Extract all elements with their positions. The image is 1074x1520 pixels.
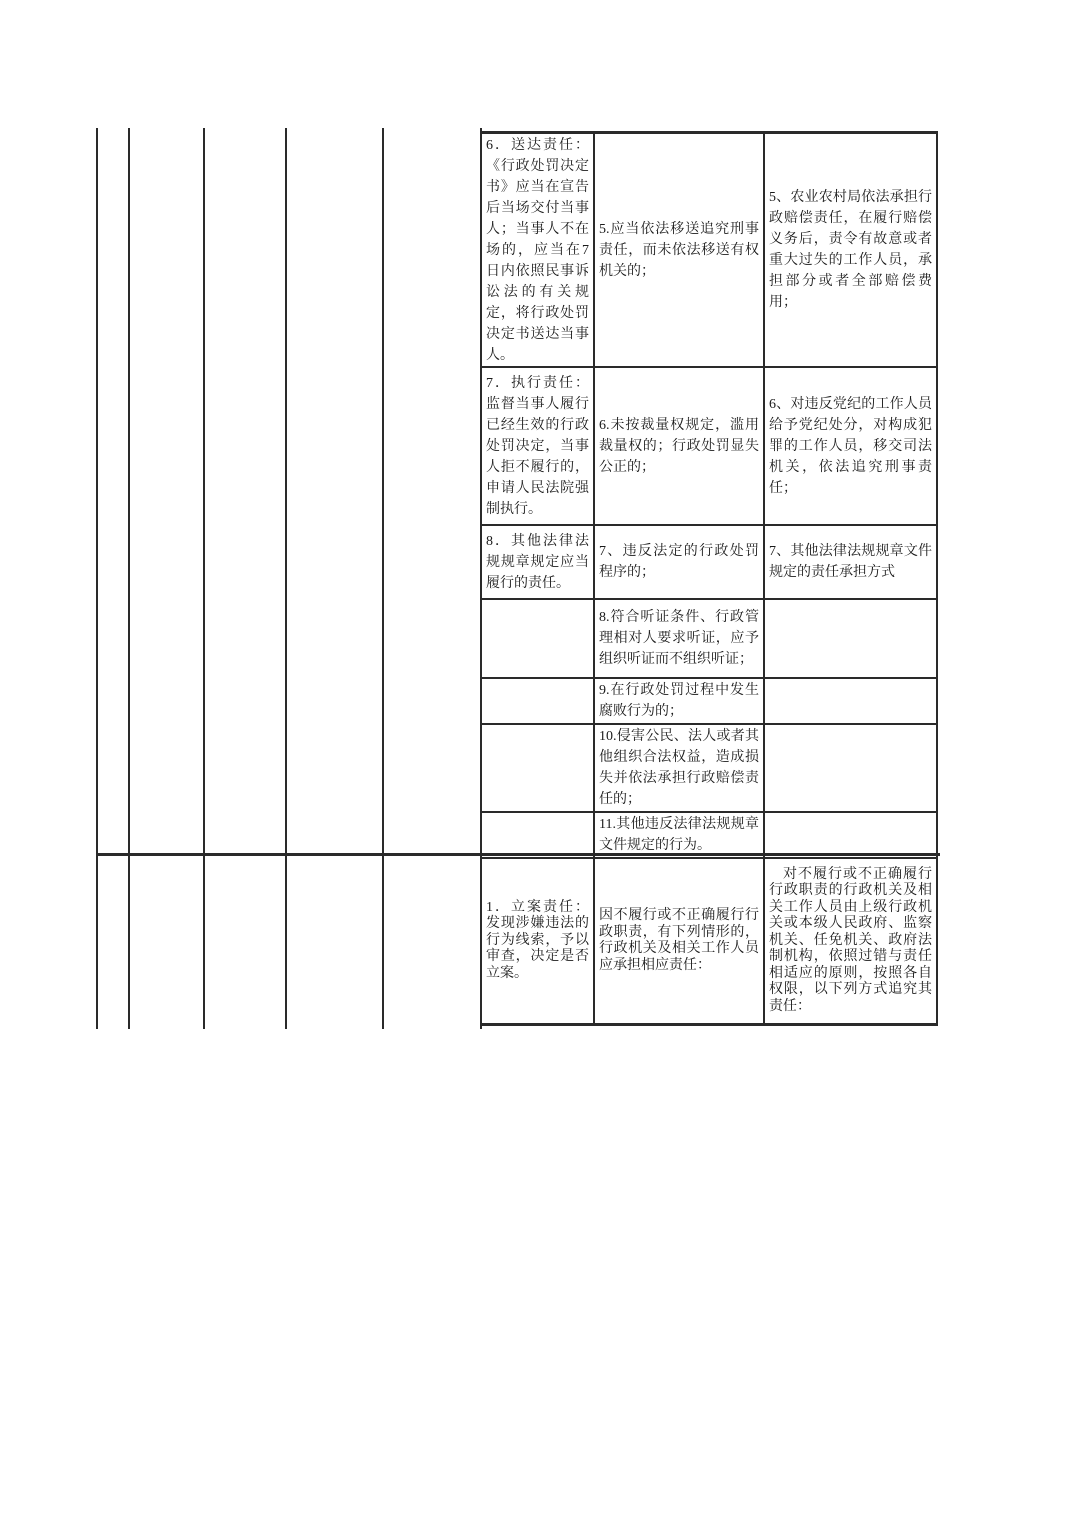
accountability-cell: 6、对违反党纪的工作人员给予党纪处分，对构成犯罪的工作人员，移交司法机关，依法追究刑事责任； <box>765 368 938 526</box>
situation-cell: 11.其他违反法律法规规章文件规定的行为。 <box>595 813 765 859</box>
left-column-grid-line-2 <box>128 128 130 1029</box>
situation-cell: 8.符合听证条件、行政管理相对人要求听证，应予组织听证而不组织听证； <box>595 600 765 679</box>
left-column-grid-line-5 <box>382 128 384 1029</box>
accountability-cell <box>765 725 938 813</box>
duty-cell: 1．立案责任：发现涉嫌违法的行为线索，予以审查，决定是否立案。 <box>482 859 595 1026</box>
accountability-cell: 7、其他法律法规规章文件规定的责任承担方式 <box>765 526 938 600</box>
situation-cell: 6.未按裁量权规定，滥用裁量权的；行政处罚显失公正的； <box>595 368 765 526</box>
accountability-cell: 对不履行或不正确履行行政职责的行政机关及相关工作人员由上级行政机关或本级人民政府、监察机关、任免机关、政府法制机构，依照过错与责任相适应的原则，按照各自权限，以下列方式追究其责任： <box>765 859 938 1026</box>
responsibility-table <box>480 131 938 1026</box>
left-column-grid-line-3 <box>203 128 205 1029</box>
duty-cell: 6．送达责任：《行政处罚决定书》应当在宣告后当场交付当事人；当事人不在场的，应当在7日内依照民事诉讼法的有关规定，将行政处罚决定书送达当事人。 <box>482 134 595 368</box>
left-column-grid-line-1 <box>96 128 98 1029</box>
row-group-divider-line <box>96 853 940 856</box>
left-column-grid-line-4 <box>285 128 287 1029</box>
situation-cell: 5.应当依法移送追究刑事责任，而未依法移送有权机关的； <box>595 134 765 368</box>
duty-cell <box>482 725 595 813</box>
situation-cell: 9.在行政处罚过程中发生腐败行为的； <box>595 679 765 725</box>
duty-cell: 7．执行责任：监督当事人履行已经生效的行政处罚决定，当事人拒不履行的，申请人民法院强制执行。 <box>482 368 595 526</box>
duty-cell <box>482 600 595 679</box>
duty-cell <box>482 679 595 725</box>
accountability-cell <box>765 679 938 725</box>
accountability-cell <box>765 600 938 679</box>
duty-cell: 8．其他法律法规规章规定应当履行的责任。 <box>482 526 595 600</box>
accountability-cell: 5、农业农村局依法承担行政赔偿责任，在履行赔偿义务后，责令有故意或者重大过失的工作人员，承担部分或者全部赔偿费用； <box>765 134 938 368</box>
situation-cell: 7、违反法定的行政处罚程序的； <box>595 526 765 600</box>
situation-cell: 10.侵害公民、法人或者其他组织合法权益，造成损失并依法承担行政赔偿责任的； <box>595 725 765 813</box>
situation-cell: 因不履行或不正确履行行政职责，有下列情形的，行政机关及相关工作人员应承担相应责任： <box>595 859 765 1026</box>
